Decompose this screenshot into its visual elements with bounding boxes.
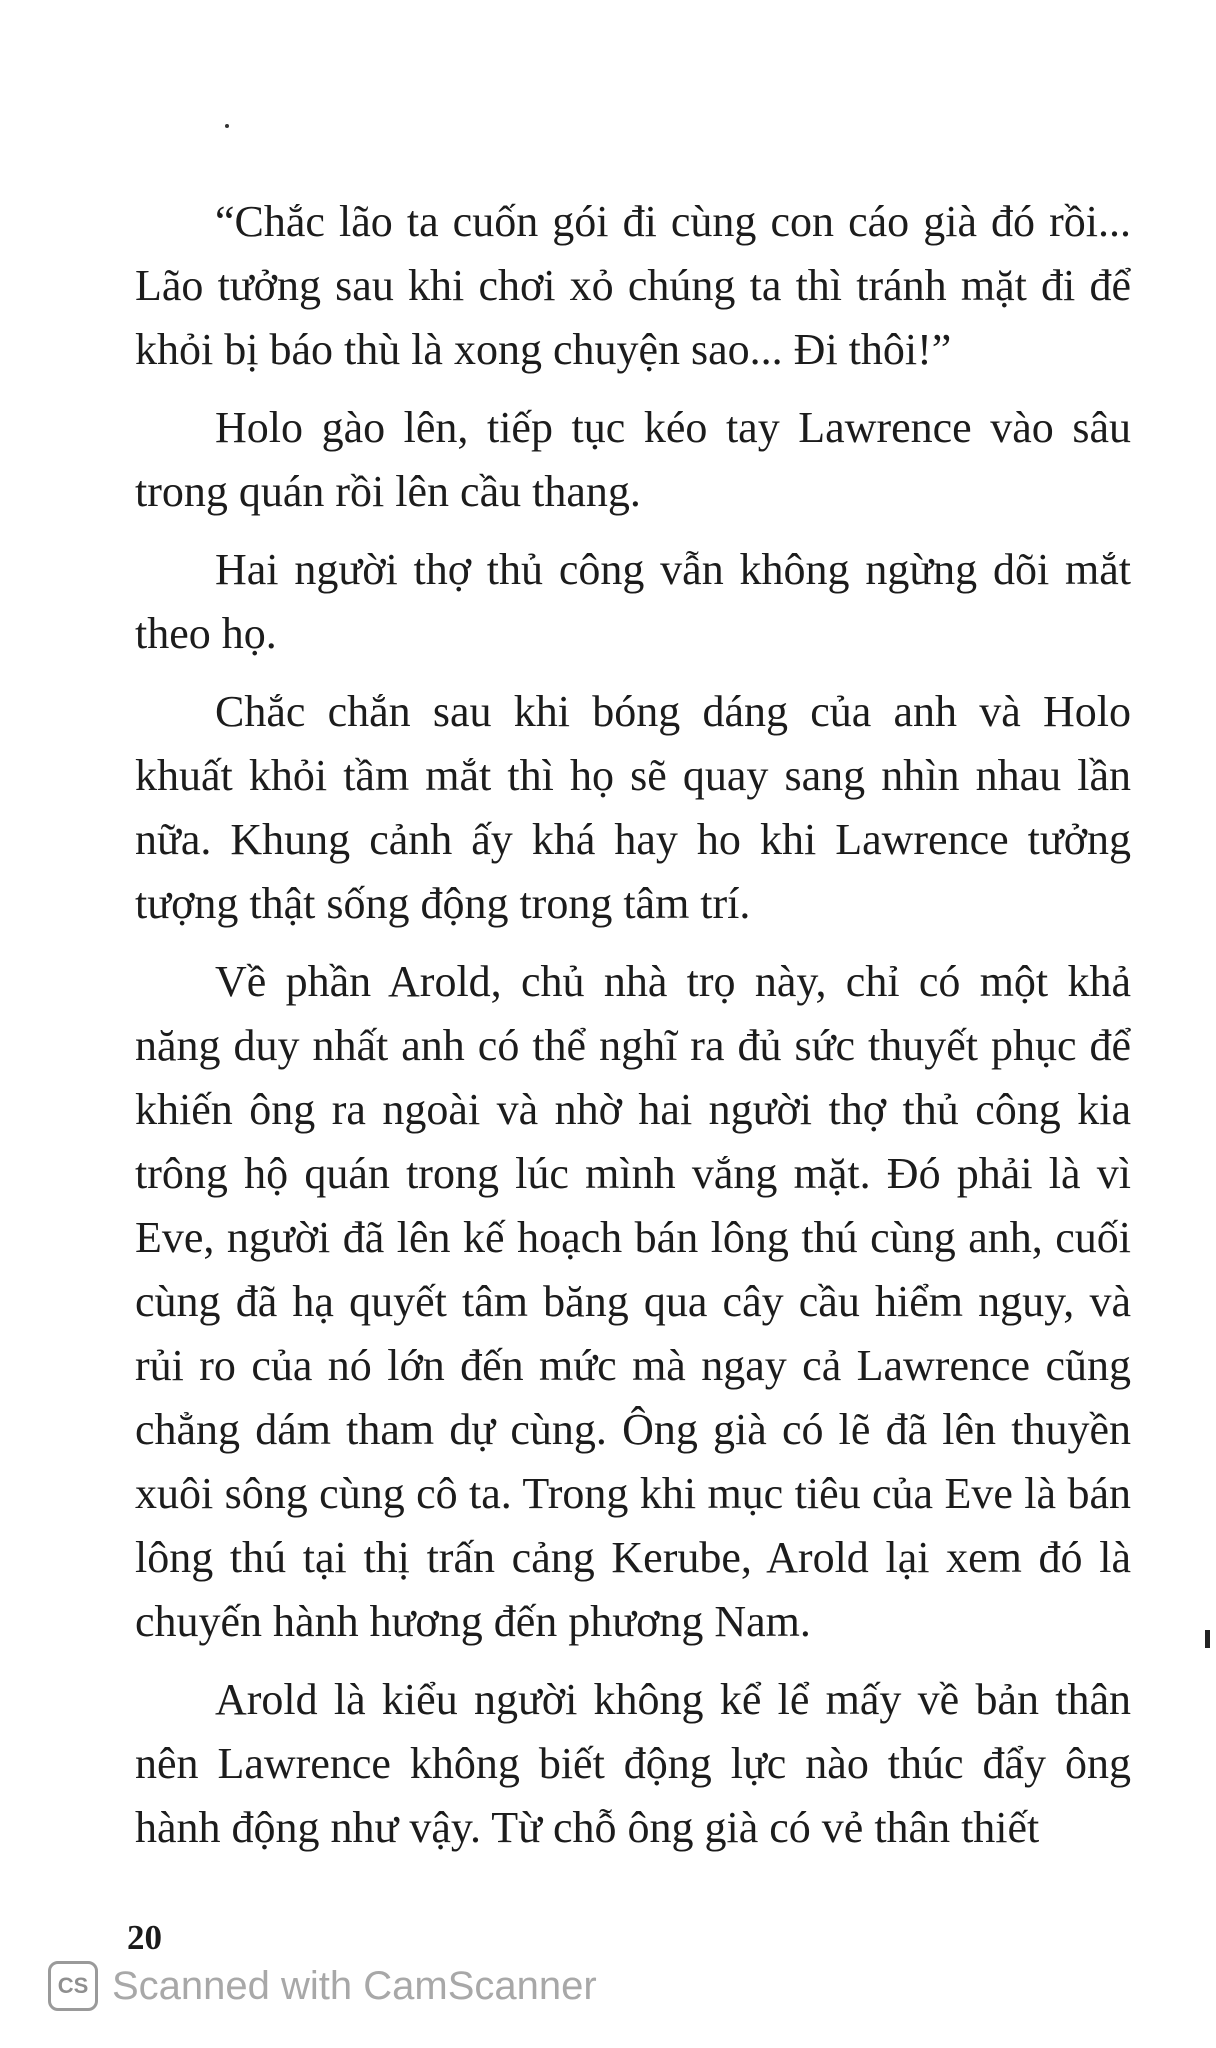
page-number: 20 [127, 1918, 162, 1957]
camscanner-logo-icon: CS [48, 1961, 98, 2011]
paragraph: Holo gào lên, tiếp tục kéo tay Lawrence vào sâu trong quán rồi lên cầu thang. [135, 403, 1131, 516]
scan-speck [225, 124, 229, 128]
paragraph: Chắc chắn sau khi bóng dáng của anh và Holo khuất khỏi tầm mắt thì họ sẽ quay sang nhìn nhau lần nữa. Khung cảnh ấy khá hay ho khi Lawrence tưởng tượng thật sống động trong tâm trí. [135, 687, 1131, 928]
paragraph: Arold là kiểu người không kể lể mấy về bản thân nên Lawrence không biết động lực nào thúc đẩy ông hành động như vậy. Từ chỗ ông già có vẻ thân thiết [135, 1675, 1131, 1852]
watermark-text: Scanned with CamScanner [112, 1963, 597, 2008]
book-page-body [135, 190, 1131, 1874]
paragraph: Về phần Arold, chủ nhà trọ này, chỉ có một khả năng duy nhất anh có thể nghĩ ra đủ sức thuyết phục để khiến ông ra ngoài và nhờ hai người thợ thủ công kia trông hộ quán trong lúc mình vắng mặt. Đó phải là vì Eve, người đã lên kế hoạch bán lông thú cùng anh, cuối cùng đã hạ quyết tâm băng qua cây cầu hiểm nguy, và rủi ro của nó lớn đến mức mà ngay cả Lawrence cũng chẳng dám tham dự cùng. Ông già có lẽ đã lên thuyền xuôi sông cùng cô ta. Trong khi mục tiêu của Eve là bán lông thú tại thị trấn cảng Kerube, Arold lại xem đó là chuyến hành hương đến phương Nam. [135, 957, 1131, 1646]
paragraph: Hai người thợ thủ công vẫn không ngừng dõi mắt theo họ. [135, 545, 1131, 658]
camscanner-watermark [48, 1957, 597, 2015]
page-edge-mark [1205, 1630, 1210, 1648]
paragraph: “Chắc lão ta cuốn gói đi cùng con cáo già đó rồi... Lão tưởng sau khi chơi xỏ chúng ta thì tránh mặt đi để khỏi bị báo thù là xong chuyện sao... Đi thôi!” [135, 197, 1131, 374]
